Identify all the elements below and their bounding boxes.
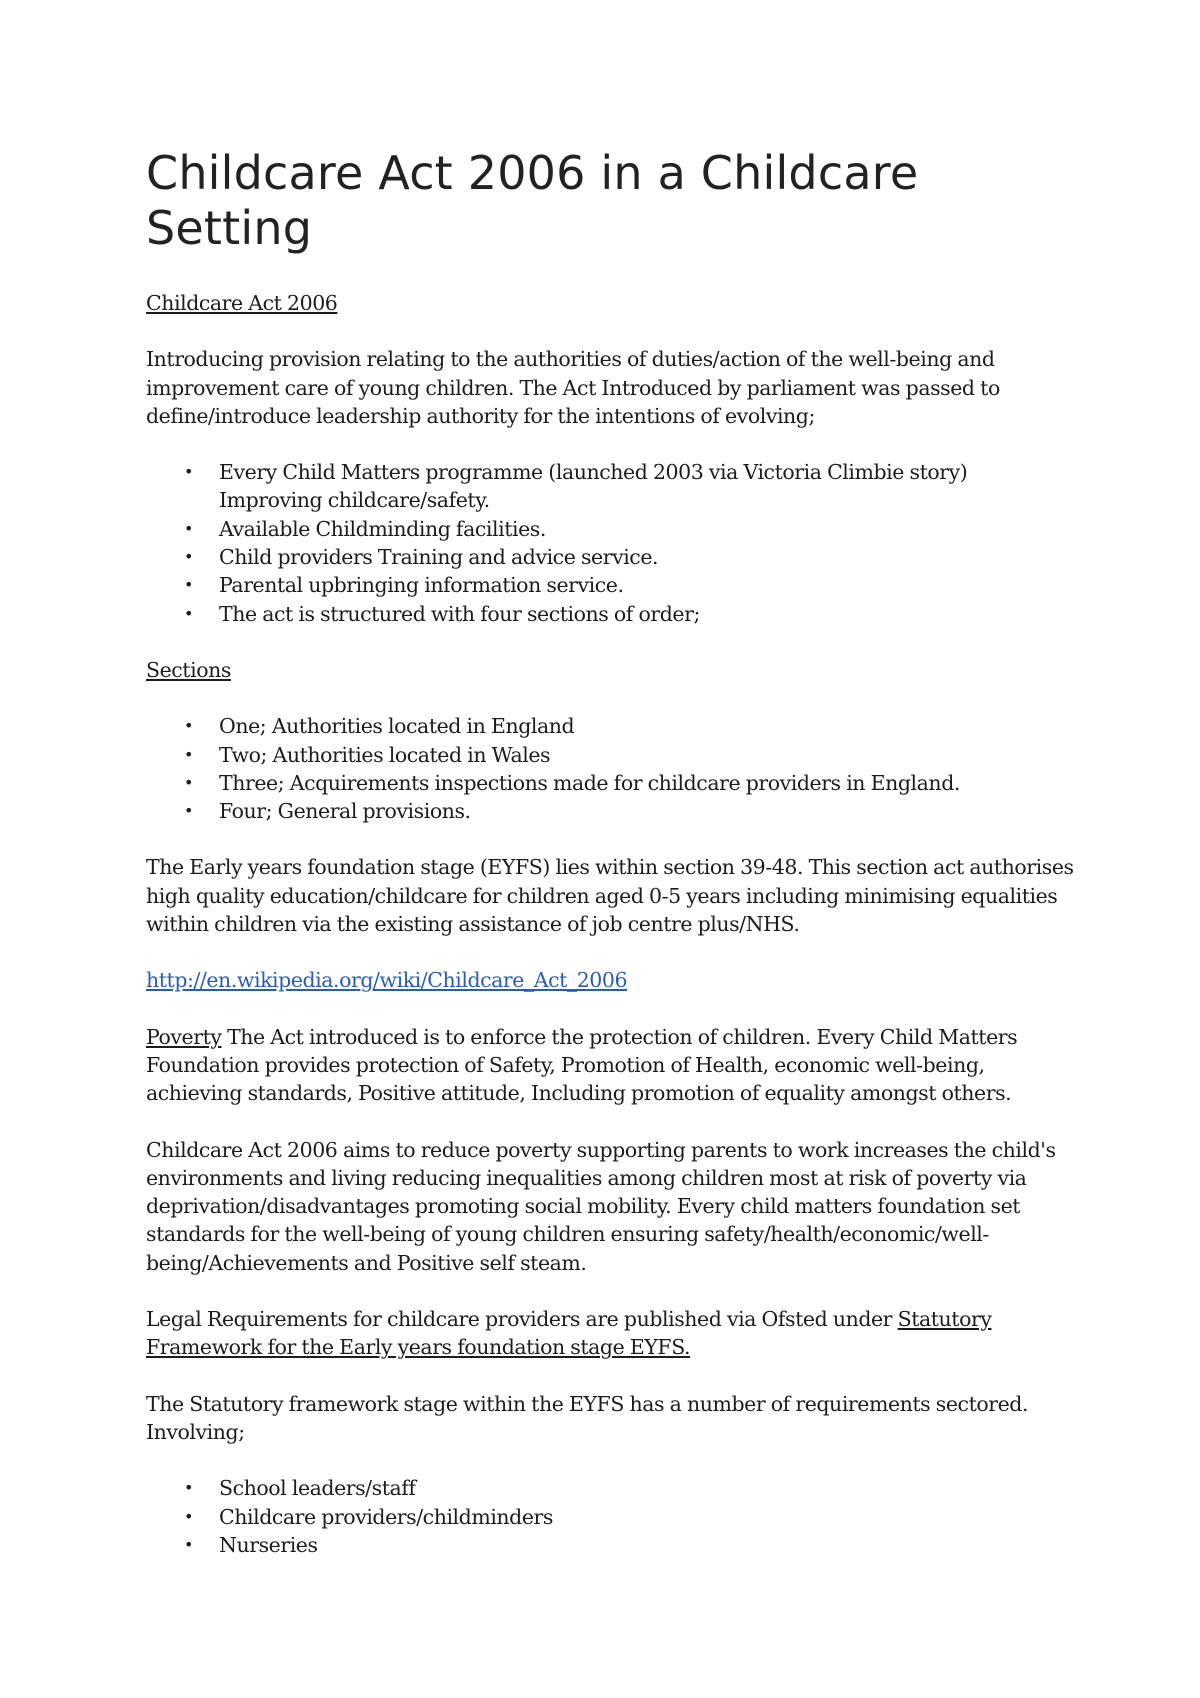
sections-heading-text: Sections [146,657,231,682]
poverty-text: The Act introduced is to enforce the protection of children. Every Child Matters Foundation provides protection of Safety, Promotion of Health, economic well-being, achieving standards, Positive attitude, Including promotion of equality amongst others. [146,1024,1018,1106]
list-item-text: Parental upbringing information service. [219,573,624,598]
list-item [146,1531,1076,1559]
list-item-text: One; Authorities located in England [219,714,575,739]
bullet-icon: • [184,744,193,764]
intentions-list [146,458,1076,628]
bullet-icon: • [184,772,193,792]
sections-heading [146,656,1076,684]
list-item-text: Child providers Training and advice service. [219,545,659,570]
list-item [146,571,1076,599]
bullet-icon: • [184,575,193,595]
list-item [146,515,1076,543]
list-item-text: Available Childminding facilities. [219,516,546,541]
bullet-icon: • [184,518,193,538]
list-item-text: Two; Authorities located in Wales [219,742,551,767]
aims-paragraph: Childcare Act 2006 aims to reduce poverty supporting parents to work increases the child's environments and living reducing inequalities among children most at risk of poverty via deprivation/disadvantages promoting social mobility. Every child matters foundation set standards for the well-being of young children ensuring safety/health/economic/well-being/Achievements and Positive self steam. [146,1137,1056,1275]
bullet-icon: • [184,1478,193,1498]
list-item [146,600,1076,628]
bullet-icon: • [184,547,193,567]
list-item [146,458,1076,515]
wikipedia-link-paragraph [146,966,1076,994]
poverty-label: Poverty [146,1024,222,1049]
list-item [146,769,1076,797]
act-heading-text: Childcare Act 2006 [146,291,338,315]
list-item [146,1474,1076,1502]
list-item [146,797,1076,825]
list-item [146,741,1076,769]
document-title: Childcare Act 2006 in a Childcare Setting [146,146,919,255]
bullet-icon: • [184,462,193,482]
act-heading [146,289,1076,317]
list-item-text: Nurseries [219,1532,318,1557]
list-item-text: Childcare providers/childminders [219,1504,553,1529]
wikipedia-link[interactable]: http://en.wikipedia.org/wiki/Childcare_Act_2006 [146,968,628,993]
list-item-text: School leaders/staff [219,1476,416,1501]
list-item [146,543,1076,571]
bullet-icon: • [184,1534,193,1554]
sections-list [146,712,1076,825]
poverty-paragraph [146,1023,1076,1108]
bullet-icon: • [184,716,193,736]
bullet-icon: • [184,1506,193,1526]
involving-list [146,1474,1076,1559]
list-item-text: The act is structured with four sections of order; [219,601,700,626]
legal-paragraph [146,1305,1076,1362]
statutory-paragraph: The Statutory framework stage within the EYFS has a number of requirements sectored. Involving; [146,1391,1029,1444]
bullet-icon: • [184,801,193,821]
list-item-text: Three; Acquirements inspections made for childcare providers in England. [219,770,960,795]
list-item [146,1503,1076,1531]
intro-paragraph: Introducing provision relating to the authorities of duties/action of the well-being and improvement care of young children. The Act Introduced by parliament was passed to define/introduce leadership authority for the intentions of evolving; [146,347,1000,428]
list-item-text: Four; General provisions. [219,799,471,824]
legal-text: Legal Requirements for childcare providers are published via Ofsted under [146,1307,898,1332]
bullet-icon: • [184,603,193,623]
list-item [146,712,1076,740]
eyfs-paragraph: The Early years foundation stage (EYFS) lies within section 39-48. This section act authorises high quality education/childcare for children aged 0-5 years including minimising equalities within children via the existing assistance of job centre plus/NHS. [146,855,1074,937]
document-page [146,146,1076,1587]
list-item-text: Every Child Matters programme (launched 2003 via Victoria Climbie story) Improving childcare/safety. [219,460,968,513]
statutory-framework-link[interactable]: Statutory Framework for the Early years foundation stage EYFS. [146,1307,992,1360]
